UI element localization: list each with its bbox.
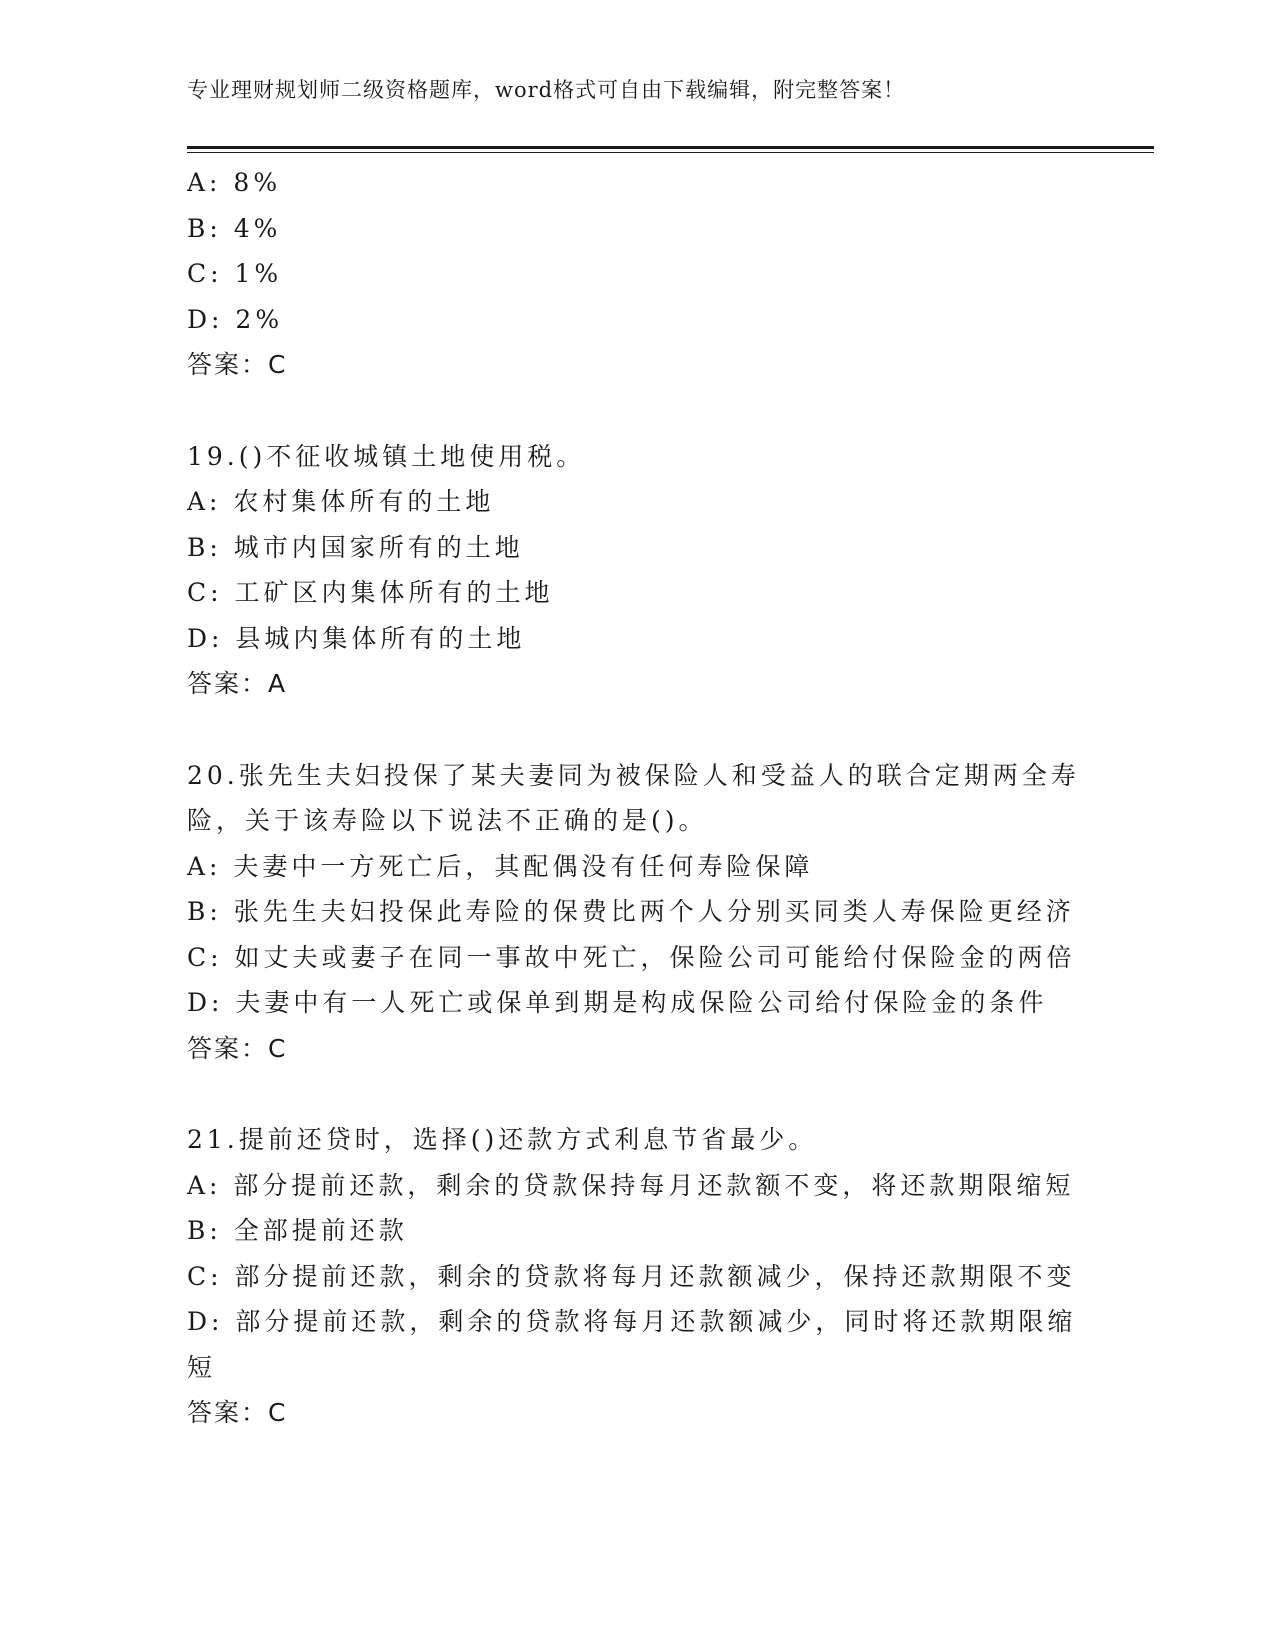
question-content <box>187 160 1087 1436</box>
option-a: A: 夫妻中一方死亡后，其配偶没有任何寿险保障 <box>187 851 814 881</box>
question-stem-continued: 险，关于该寿险以下说法不正确的是()。 <box>187 806 708 835</box>
header-rule-thin <box>187 152 1154 153</box>
option-d: D: 2% <box>187 304 284 334</box>
option-b: B: 城市内国家所有的土地 <box>187 532 524 562</box>
option-a: A: 农村集体所有的土地 <box>187 487 495 516</box>
spacer <box>187 388 1087 434</box>
page-header: 专业理财规划师二级资格题库，word格式可自由下载编辑，附完整答案！ <box>187 78 906 102</box>
question-stem: 21.提前还贷时，选择()还款方式利息节省最少。 <box>187 1125 818 1154</box>
option-d: D: 部分提前还款，剩余的贷款将每月还款额减少，同时将还款期限缩 <box>187 1307 1077 1336</box>
option-c: C: 如丈夫或妻子在同一事故中死亡，保险公司可能给付保险金的两倍 <box>187 942 1076 972</box>
spacer <box>187 1071 1087 1117</box>
option-d: D: 夫妻中有一人死亡或保单到期是构成保险公司给付保险金的条件 <box>187 988 1048 1017</box>
answer-line: 答案：C <box>187 1033 288 1063</box>
option-b: B: 4% <box>187 213 282 243</box>
header-rule-thick <box>187 146 1154 149</box>
question-19-block <box>187 434 1087 707</box>
option-c: C: 工矿区内集体所有的土地 <box>187 578 554 607</box>
spacer <box>187 707 1087 753</box>
question-18-block <box>187 160 1087 388</box>
option-c: C: 1% <box>187 259 283 288</box>
answer-line: 答案：C <box>187 350 288 379</box>
answer-line: 答案：C <box>187 1398 288 1427</box>
option-a: A: 部分提前还款，剩余的贷款保持每月还款额不变，将还款期限缩短 <box>187 1170 1075 1200</box>
question-stem: 19.()不征收城镇土地使用税。 <box>187 441 586 471</box>
option-c: C: 部分提前还款，剩余的贷款将每月还款额减少，保持还款期限不变 <box>187 1261 1076 1291</box>
question-21-block <box>187 1117 1087 1436</box>
question-20-block <box>187 753 1087 1072</box>
option-a: A: 8% <box>187 168 282 197</box>
option-d-continued: 短 <box>187 1352 217 1382</box>
option-d: D: 县城内集体所有的土地 <box>187 623 526 653</box>
question-stem: 20.张先生夫妇投保了某夫妻同为被保险人和受益人的联合定期两全寿 <box>187 760 1080 790</box>
answer-line: 答案：A <box>187 669 288 698</box>
option-b: B: 张先生夫妇投保此寿险的保费比两个人分别买同类人寿保险更经济 <box>187 897 1075 926</box>
option-b: B: 全部提前还款 <box>187 1216 408 1245</box>
